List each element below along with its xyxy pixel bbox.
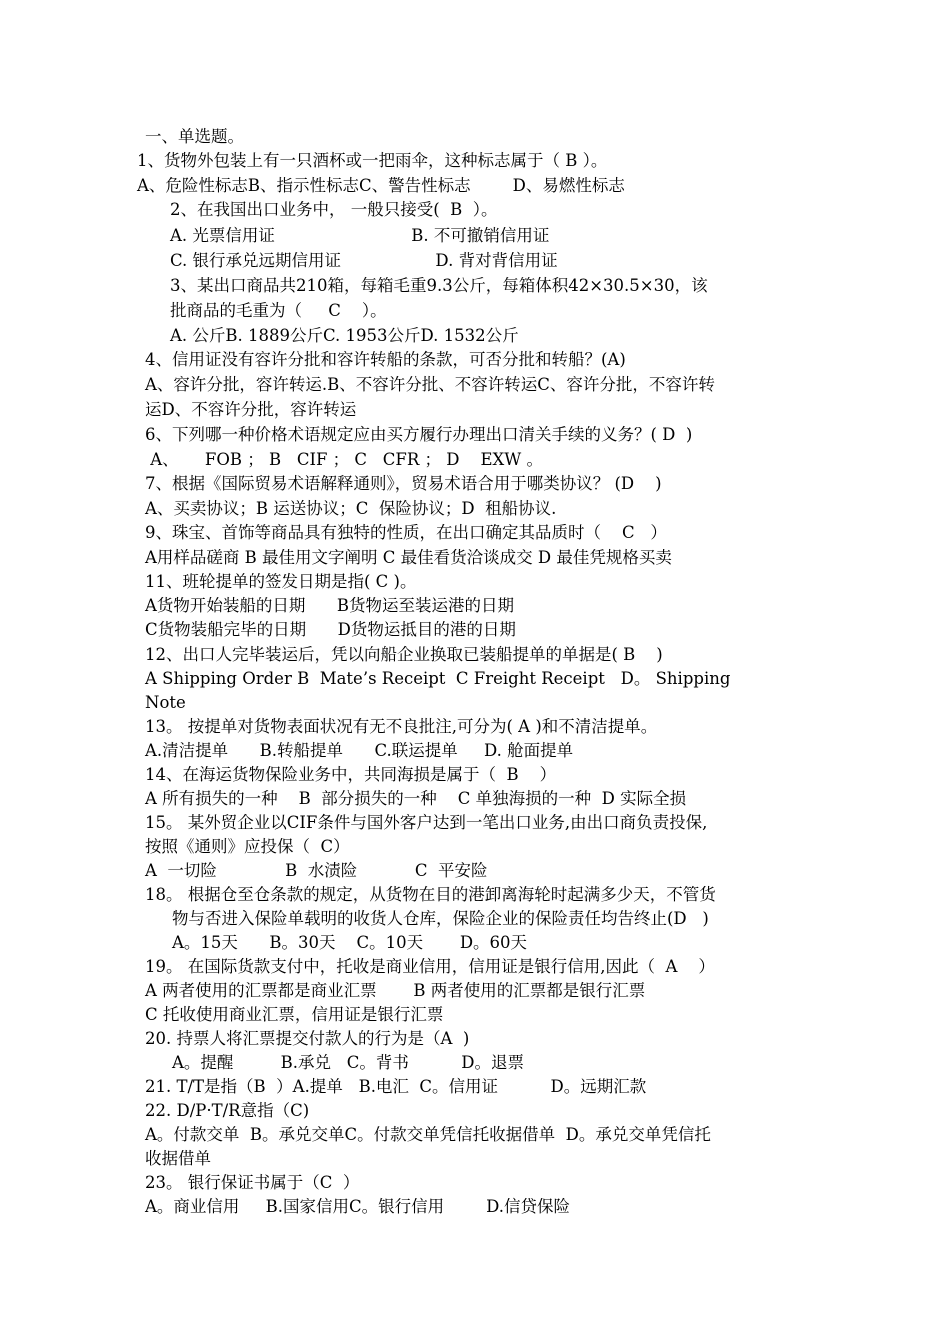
question-22-options: A。付款交单 B。承兑交单C。付款交单凭信托收据借单 D。承兑交单凭信托 [145,1125,711,1144]
question-9: 9、珠宝、首饰等商品具有独特的性质，在出口确定其品质时（ C ） [145,523,667,542]
question-21: 21. T/T是指（B ）A.提单 B.电汇 C。信用证 D。远期汇款 [145,1077,647,1096]
question-18-cont: 物与否进入保险单载明的收货人仓库，保险企业的保险责任均告终止(D ) [172,909,709,928]
question-2-options-ab: A. 光票信用证 B. 不可撤销信用证 [170,226,550,245]
question-9-options: A用样品磋商 B 最佳用文字阐明 C 最佳看货洽谈成交 D 最佳凭规格买卖 [145,548,672,567]
question-12: 12、出口人完毕装运后，凭以向船企业换取已装船提单的单据是( B ) [145,645,663,664]
question-19: 19。 在国际货款支付中，托收是商业信用，信用证是银行信用,因此（ A ） [145,957,715,976]
question-11: 11、班轮提单的签发日期是指( C )。 [145,572,417,591]
question-3-options: A. 公斤B. 1889公斤C. 1953公斤D. 1532公斤 [170,326,519,345]
question-20-options: A。提醒 B.承兑 C。背书 D。退票 [172,1053,525,1072]
question-23-options: A。商业信用 B.国家信用C。银行信用 D.信贷保险 [145,1197,570,1216]
question-12-options-cont: Note [145,693,186,712]
question-1-options: A、危险性标志B、指示性标志C、警告性标志 D、易燃性标志 [137,176,625,195]
question-22: 22. D/P·T/R意指（C) [145,1101,310,1120]
question-3-cont: 批商品的毛重为（ C ）。 [170,301,387,320]
question-12-options: A Shipping Order B Mate’s Receipt C Freight Receipt D。 Shipping [145,669,731,688]
question-19-options-ab: A 两者使用的汇票都是商业汇票 B 两者使用的汇票都是银行汇票 [145,981,646,1000]
question-15: 15。 某外贸企业以CIF条件与国外客户达到一笔出口业务,由出口商负责投保, [145,813,708,832]
question-4: 4、信用证没有容许分批和容许转船的条款，可否分批和转船？(A) [145,350,626,369]
question-19-options-c: C 托收使用商业汇票，信用证是银行汇票 [145,1005,444,1024]
question-15-options: A 一切险 B 水渍险 C 平安险 [145,861,488,880]
question-2-options-cd: C. 银行承兑远期信用证 D. 背对背信用证 [170,251,558,270]
question-4-options: A、容许分批，容许转运.B、不容许分批、不容许转运C、容许分批，不容许转 [145,375,715,394]
question-15-cont: 按照《通则》应投保（ C） [145,837,350,856]
question-20: 20. 持票人将汇票提交付款人的行为是（A ) [145,1029,470,1048]
question-14-options: A 所有损失的一种 B 部分损失的一种 C 单独海损的一种 D 实际全损 [145,789,687,808]
question-18: 18。 根据仓至仓条款的规定，从货物在目的港卸离海轮时起满多少天，不管货 [145,885,716,904]
question-18-options: A。15天 B。30天 C。10天 D。60天 [172,933,528,952]
question-14: 14、在海运货物保险业务中，共同海损是属于（ B ） [145,765,557,784]
question-7: 7、根据《国际贸易术语解释通则》，贸易术语合用于哪类协议？ (D ) [145,474,662,493]
question-23: 23。 银行保证书属于（C ） [145,1173,360,1192]
question-11-options-ab: A货物开始装船的日期 B货物运至装运港的日期 [145,596,515,615]
question-6: 6、下列哪一种价格术语规定应由买方履行办理出口清关手续的义务？( D ) [145,425,693,444]
question-2: 2、在我国出口业务中， 一般只接受( B ）。 [170,200,498,219]
section-heading: 一、单选题。 [145,127,244,146]
question-13: 13。 按提单对货物表面状况有无不良批注,可分为( A )和不清洁提单。 [145,717,658,736]
question-3: 3、某出口商品共210箱，每箱毛重9.3公斤，每箱体积42×30.5×30，该 [170,276,708,295]
question-22-options-cont: 收据借单 [145,1149,211,1168]
question-4-options-cont: 运D、不容许分批，容许转运 [145,400,357,419]
question-1: 1、货物外包装上有一只酒杯或一把雨伞，这种标志属于（ B ）。 [137,151,608,170]
question-13-options: A.清洁提单 B.转船提单 C.联运提单 D. 舱面提单 [145,741,574,760]
question-7-options: A、买卖协议；B 运送协议；C 保险协议；D 租船协议. [145,499,557,518]
question-11-options-cd: C货物装船完毕的日期 D货物运抵目的港的日期 [145,620,516,639]
question-6-options: A、 FOB ； B CIF ； C CFR ； D EXW 。 [145,450,543,469]
